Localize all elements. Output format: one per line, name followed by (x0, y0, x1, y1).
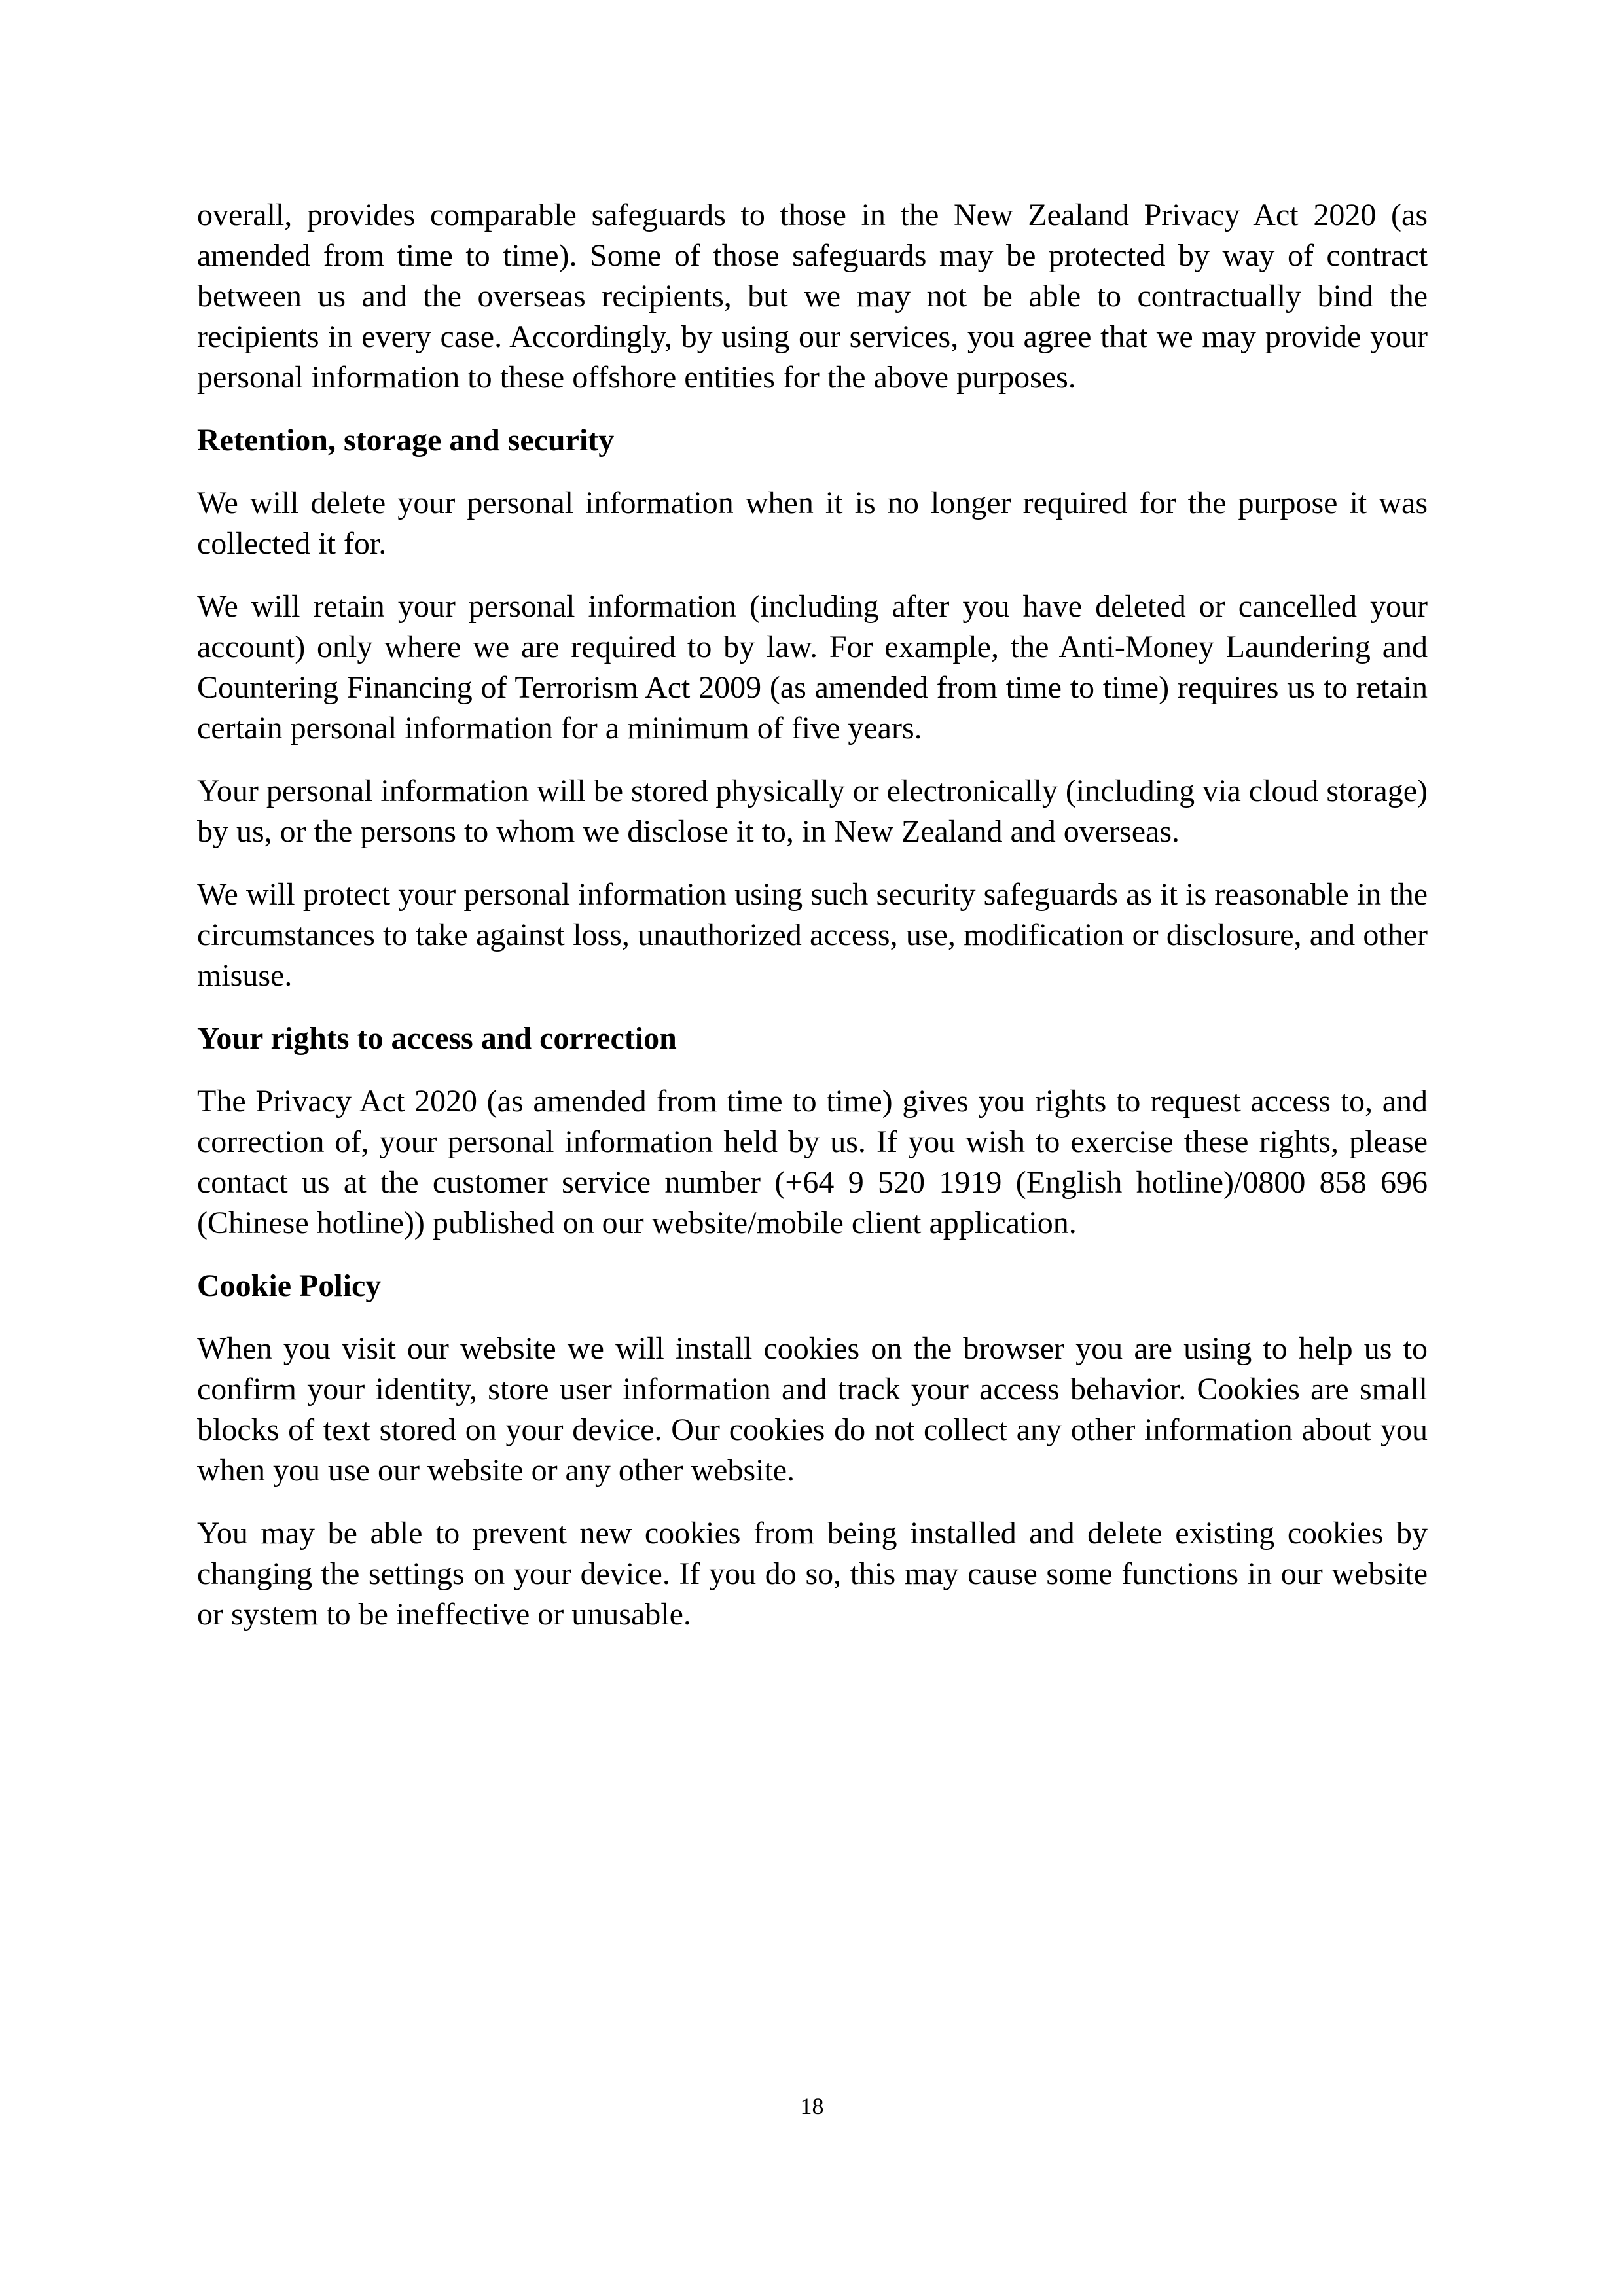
paragraph-deletion: We will delete your personal information when it is no longer required for the purpose it was collected it for. (197, 486, 1428, 561)
heading-retention-storage-security: Retention, storage and security (197, 423, 615, 457)
heading-cookie-policy: Cookie Policy (197, 1268, 382, 1303)
paragraph-security-safeguards: We will protect your personal information using such security safeguards as it is reasonable in the circumstances to take against loss, unauthorized access, use, modification or disclosure, and other misuse. (197, 877, 1428, 993)
paragraph-retention-by-law: We will retain your personal information (including after you have deleted or cancelled your account) only where we are required to by law. For example, the Anti-Money Laundering and Countering Financing of Terrorism Act 2009 (as amended from time to time) requires us to retain certain personal information for a minimum of five years. (197, 589, 1428, 745)
paragraph-privacy-act-rights: The Privacy Act 2020 (as amended from time to time) gives you rights to request access to, and correction of, your personal information held by us. If you wish to exercise these rights, please contact us at the customer service number (+64 9 520 1919 (English hotline)/0800 858 696 (Chinese hotline)) published on our website/mobile client application. (197, 1084, 1428, 1240)
paragraph-storage-location: Your personal information will be stored physically or electronically (including via cloud storage) by us, or the persons to whom we disclose it to, in New Zealand and overseas. (197, 774, 1428, 849)
heading-rights-access-correction: Your rights to access and correction (197, 1021, 677, 1056)
paragraph-cookie-usage: When you visit our website we will install cookies on the browser you are using to help us to confirm your identity, store user information and track your access behavior. Cookies are small blocks of text stored on your device. Our cookies do not collect any other information about you when you use our website or any other website. (197, 1331, 1428, 1488)
paragraph-cookie-prevention: You may be able to prevent new cookies from being installed and delete existing cookies by changing the settings on your device. If you do so, this may cause some functions in our website or system to be ineffective or unusable. (197, 1516, 1428, 1632)
document-body (197, 195, 1428, 1657)
page-number: 18 (800, 2093, 824, 2119)
paragraph-overseas-safeguards: overall, provides comparable safeguards to those in the New Zealand Privacy Act 2020 (as amended from time to time). Some of those safeguards may be protected by way of contract between us and the overseas recipients, but we may not be able to contractually bind the recipients in every case. Accordingly, by using our services, you agree that we may provide your personal information to these offshore entities for the above purposes. (197, 198, 1428, 395)
